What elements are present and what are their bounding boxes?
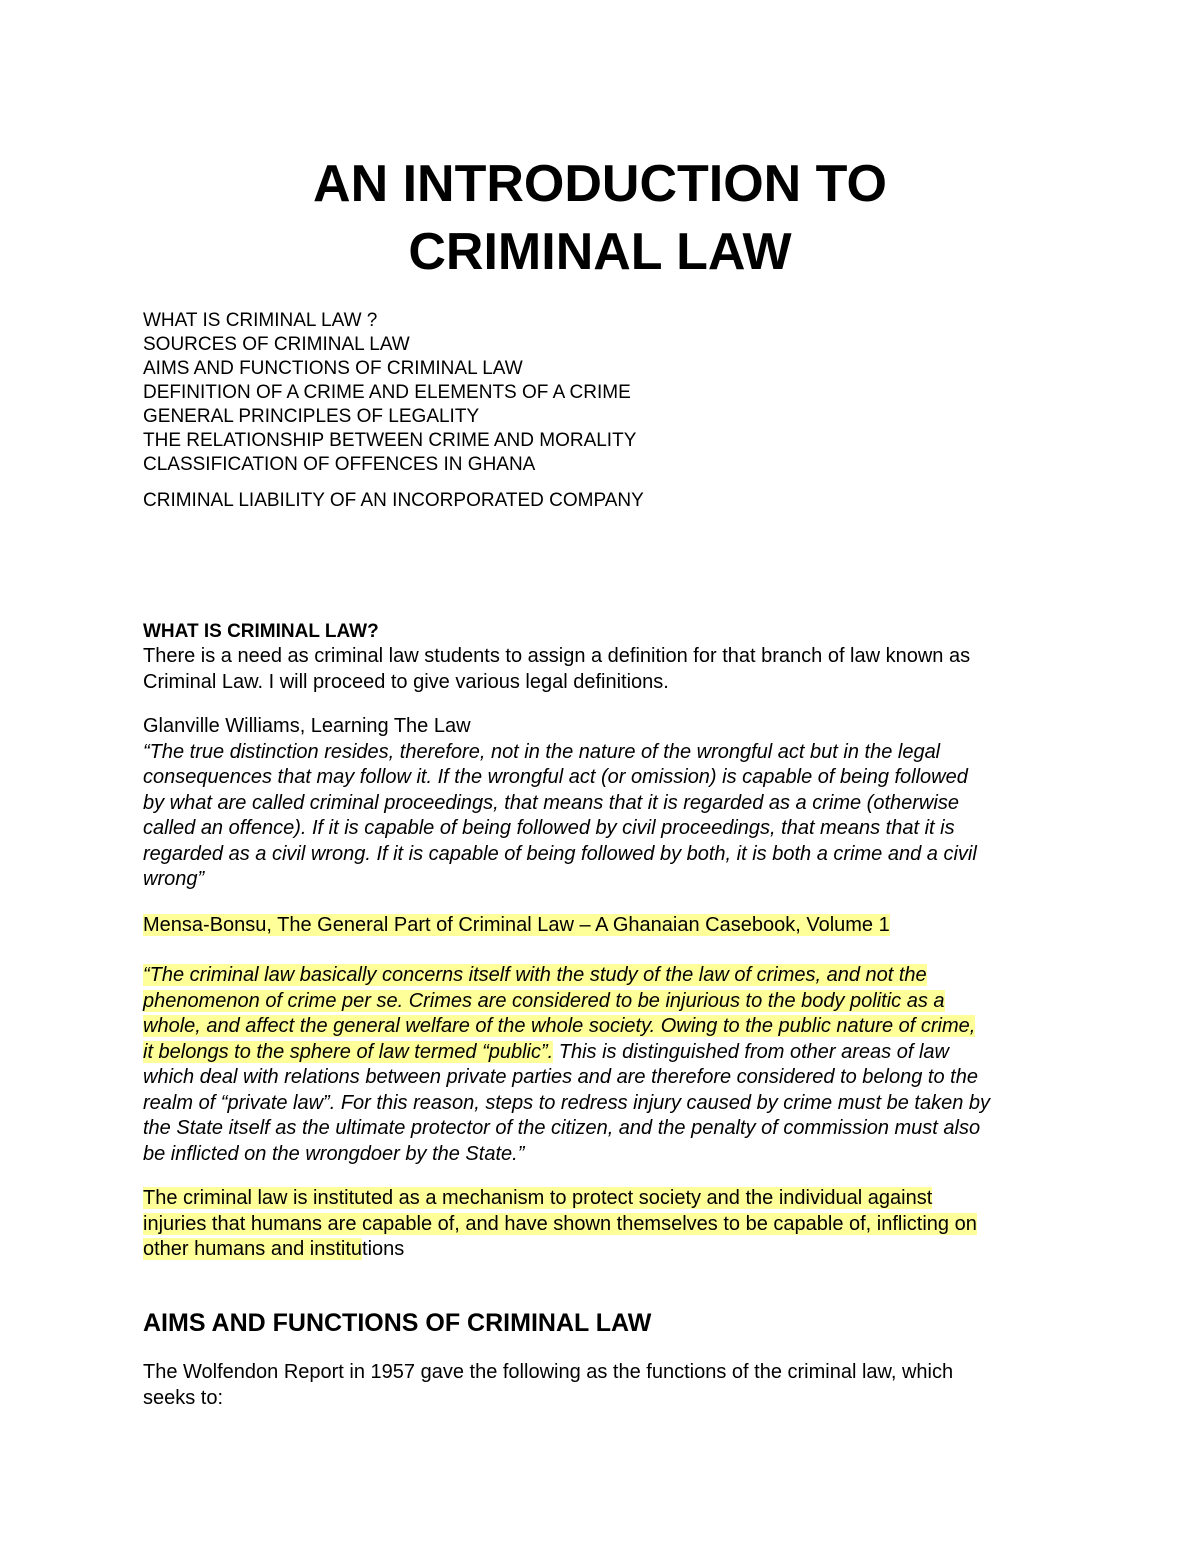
highlighted-text: Mensa-Bonsu, The General Part of Criminal Law – A Ghanaian Casebook, Volume 1 xyxy=(143,914,890,936)
toc-item: AIMS AND FUNCTIONS OF CRIMINAL LAW xyxy=(143,358,523,379)
williams-quote xyxy=(143,740,1063,893)
toc-item: DEFINITION OF A CRIME AND ELEMENTS OF A CRIME xyxy=(143,382,631,403)
highlighted-text: phenomenon of crime per se. Crimes are considered to be injurious to the body politic as a xyxy=(143,989,945,1012)
quote-paragraph xyxy=(143,963,1063,1167)
quote-line: called an offence). If it is capable of being followed by civil proceedings, that means that it is xyxy=(143,817,955,839)
section-heading: WHAT IS CRIMINAL LAW? xyxy=(143,621,379,642)
title-line-1: AN INTRODUCTION TO xyxy=(313,155,887,213)
intro-paragraph xyxy=(143,644,1063,695)
toc-item: THE RELATIONSHIP BETWEEN CRIME AND MORALITY xyxy=(143,430,637,451)
quote-line: by what are called criminal proceedings, that means that it is regarded as a crime (otherwise xyxy=(143,791,959,814)
aims-paragraph xyxy=(143,1360,1063,1411)
closing-text xyxy=(143,1186,1063,1263)
highlighted-text: The criminal law is instituted as a mechanism to protect society and the individual against xyxy=(143,1187,933,1209)
text-line xyxy=(143,1212,1063,1238)
source-reference xyxy=(143,913,1063,939)
toc-item: SOURCES OF CRIMINAL LAW xyxy=(143,334,410,355)
quote-line: “The true distinction resides, therefore, not in the nature of the wrongful act but in the legal xyxy=(143,740,941,763)
text-line: Criminal Law. I will proceed to give various legal definitions. xyxy=(143,670,669,693)
plain-text: tions xyxy=(362,1238,405,1260)
source-reference: Glanville Williams, Learning The Law xyxy=(143,715,471,737)
quote-line xyxy=(143,1014,1063,1040)
mensa-bonsu-citation xyxy=(143,913,1063,939)
williams-citation xyxy=(143,714,1063,893)
text-line xyxy=(143,1186,1063,1212)
highlighted-text: it belongs to the sphere of law termed “public”. xyxy=(143,1040,554,1063)
toc-item: WHAT IS CRIMINAL LAW ? xyxy=(143,310,378,331)
quote-line: consequences that may follow it. If the wrongful act (or omission) is capable of being followed xyxy=(143,766,968,788)
quote-text: This is distinguished from other areas of law xyxy=(553,1040,949,1063)
highlighted-text: injuries that humans are capable of, and have shown themselves to be capable of, inflicting on xyxy=(143,1212,977,1235)
quote-line: wrong” xyxy=(143,868,205,890)
highlighted-text: other humans and institu xyxy=(143,1238,363,1260)
title-line-2: CRIMINAL LAW xyxy=(408,223,792,281)
toc-item: GENERAL PRINCIPLES OF LEGALITY xyxy=(143,406,480,427)
quote-line xyxy=(143,963,1063,989)
text-line: There is a need as criminal law students to assign a definition for that branch of law known as xyxy=(143,645,971,667)
table-of-contents xyxy=(143,309,644,513)
quote-line: regarded as a civil wrong. If it is capable of being followed by both, it is both a crime and a civil xyxy=(143,842,977,865)
quote-line: realm of “private law”. For this reason, steps to redress injury caused by crime must be taken by xyxy=(143,1091,991,1114)
toc-item: CRIMINAL LIABILITY OF AN INCORPORATED COMPANY xyxy=(143,490,644,511)
quote-line xyxy=(143,989,1063,1015)
text-line xyxy=(143,1237,1063,1263)
quote-line: which deal with relations between private parties and are therefore considered to belong to the xyxy=(143,1066,978,1088)
section-heading: AIMS AND FUNCTIONS OF CRIMINAL LAW xyxy=(143,1309,652,1337)
mensa-bonsu-quote xyxy=(143,963,1063,1167)
quote-line: the State itself as the ultimate protector of the citizen, and the penalty of commission must also xyxy=(143,1117,981,1139)
document-title xyxy=(0,150,1200,286)
quote-line: be inflicted on the wrongdoer by the State.” xyxy=(143,1142,525,1165)
quote-line xyxy=(143,1040,1063,1066)
highlighted-text: “The criminal law basically concerns itself with the study of the law of crimes, and not the xyxy=(143,964,927,986)
aims-functions-section xyxy=(143,1307,1063,1339)
toc-item: CLASSIFICATION OF OFFENCES IN GHANA xyxy=(143,454,536,475)
aims-text xyxy=(143,1360,1063,1411)
closing-paragraph xyxy=(143,1186,1063,1263)
what-is-criminal-law-section xyxy=(143,620,1063,695)
highlighted-text: whole, and affect the general welfare of the whole society. Owing to the public nature of crime, xyxy=(143,1015,976,1037)
text-line: The Wolfendon Report in 1957 gave the following as the functions of the criminal law, which xyxy=(143,1361,954,1383)
text-line: seeks to: xyxy=(143,1386,224,1409)
